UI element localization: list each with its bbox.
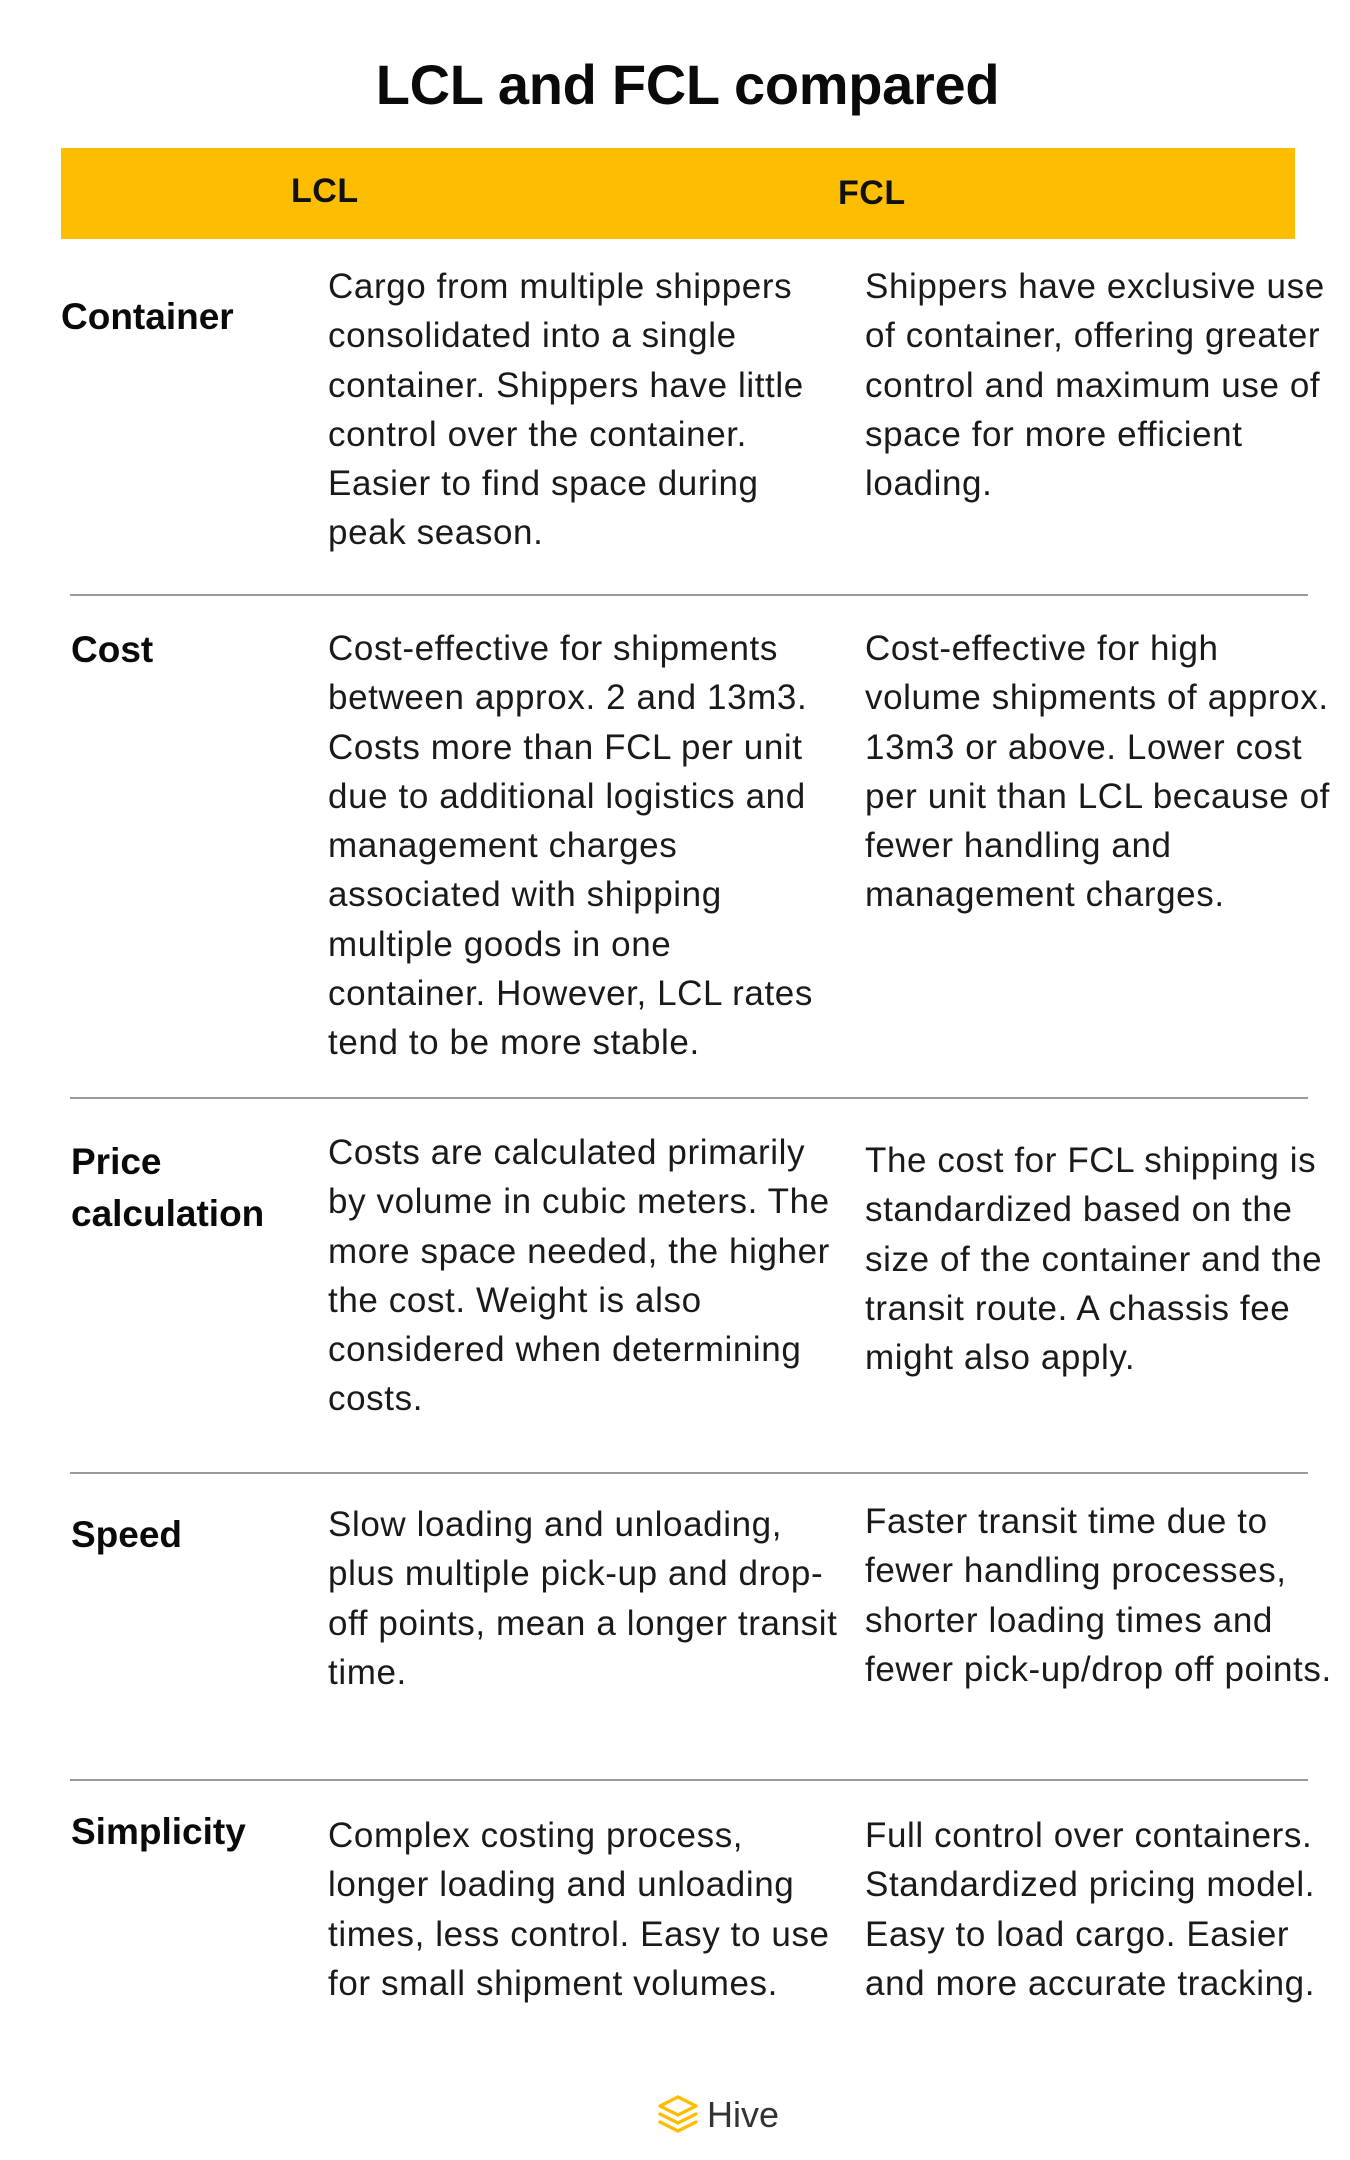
brand-name: Hive <box>707 2094 780 2135</box>
cell-cost-fcl: Cost-effective for high volume shipments of approx. 13m3 or above. Lower cost per unit than LCL because of fewer handling and management charges. <box>865 629 1330 915</box>
cell-speed-fcl: Faster transit time due to fewer handling processes, shorter loading times and fewer pick-up/drop off points. <box>865 1502 1332 1689</box>
row-label-simplicity: Simplicity <box>71 1811 246 1852</box>
cell-price-lcl: Costs are calculated primarily by volume in cubic meters. The more space needed, the higher the cost. Weight is also considered when determining costs. <box>328 1133 830 1419</box>
cell-speed-lcl: Slow loading and unloading, plus multiple pick-up and drop-off points, mean a longer transit time. <box>328 1505 838 1692</box>
cell-price-fcl: The cost for FCL shipping is standardized based on the size of the container and the transit route. A chassis fee might also apply. <box>865 1141 1323 1378</box>
cell-container-lcl: Cargo from multiple shippers consolidated into a single container. Shippers have little control over the container. Easier to find space during peak season. <box>328 267 804 553</box>
cell-container-fcl: Shippers have exclusive use of container, offering greater control and maximum use of space for more efficient loading. <box>865 267 1325 504</box>
row-divider <box>70 594 1308 596</box>
cell-simplicity-lcl: Complex costing process, longer loading and unloading times, less control. Easy to use for small shipment volumes. <box>328 1816 830 2003</box>
hive-logo <box>655 2090 779 2140</box>
cell-simplicity-fcl: Full control over containers. Standardized pricing model. Easy to load cargo. Easier and more accurate tracking. <box>865 1816 1316 2003</box>
row-label-container: Container <box>61 296 234 337</box>
table-header <box>61 148 1295 239</box>
row-divider <box>70 1779 1308 1781</box>
page-title: LCL and FCL compared <box>375 53 1000 116</box>
row-divider <box>70 1472 1308 1474</box>
row-label-speed: Speed <box>71 1514 183 1555</box>
row-label-price-calculation: Price calculation <box>71 1141 265 1234</box>
header-lcl: LCL <box>291 172 359 210</box>
cell-cost-lcl: Cost-effective for shipments between approx. 2 and 13m3. Costs more than FCL per unit due to additional logistics and management charges associated with shipping multiple goods in one container. However, LCL rates tend to be more stable. <box>328 629 813 1063</box>
row-divider <box>70 1097 1308 1099</box>
hive-layers-icon <box>655 2092 701 2138</box>
header-fcl: FCL <box>838 174 906 212</box>
row-label-cost: Cost <box>71 629 154 670</box>
